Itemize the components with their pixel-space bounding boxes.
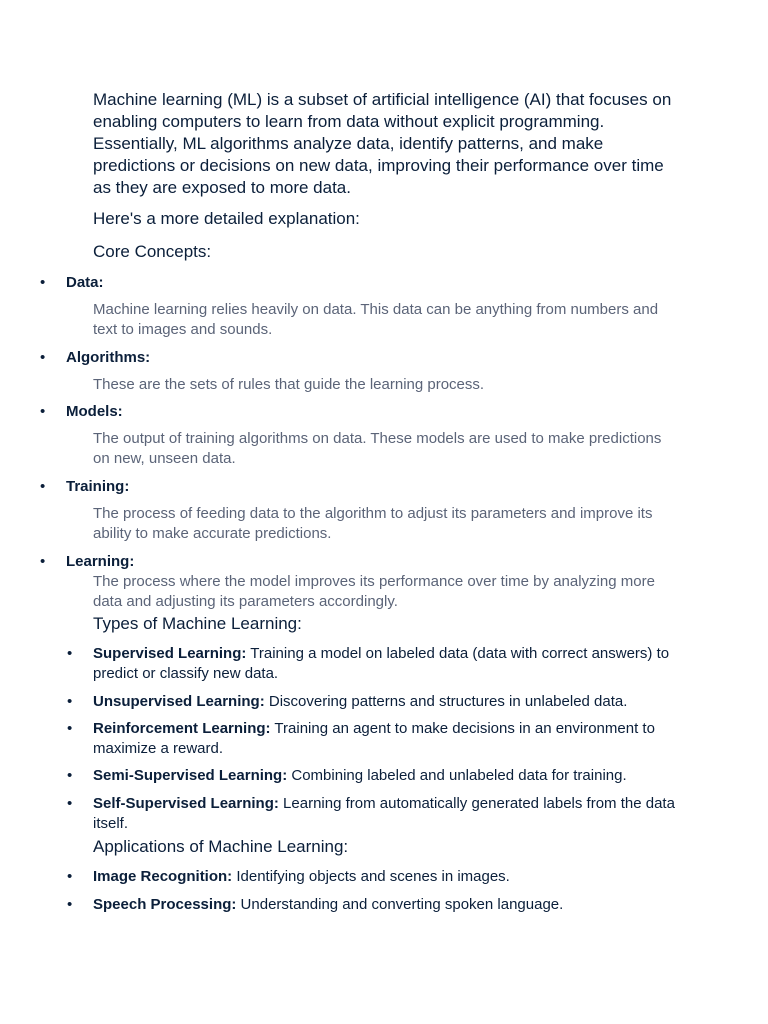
bullet-icon: • [67,693,73,710]
core-concept-term: Models: [66,403,123,420]
core-concepts-heading: Core Concepts: [93,242,212,261]
core-concept-description: The output of training algorithms on data. These models are used to make predictions on new, unseen data. [93,430,662,467]
application-term: Speech Processing: [93,896,237,913]
ml-type-text: Training an agent to make decisions in an environment to maximize a reward. [93,720,655,757]
bullet-icon: • [40,553,46,570]
ml-type-item [67,692,687,712]
bullet-icon: • [67,767,73,784]
ml-type-item [67,644,687,684]
ml-type-item [67,766,687,786]
ml-type-text: Training a model on labeled data (data with correct answers) to predict or classify new data. [93,645,670,682]
application-item [67,895,687,915]
explanation-heading: Here's a more detailed explanation: [93,209,360,228]
application-text: Identifying objects and scenes in images. [232,868,510,885]
bullet-icon: • [67,868,73,885]
bullet-icon: • [40,478,46,495]
core-concept-description: The process of feeding data to the algorithm to adjust its parameters and improve its ability to make accurate predictions. [93,505,653,542]
applications-heading: Applications of Machine Learning: [93,837,349,856]
bullet-icon: • [67,645,73,662]
bullet-icon: • [40,349,46,366]
core-concept-term: Learning: [66,553,135,570]
core-concept-term: Training: [66,478,130,495]
types-heading: Types of Machine Learning: [93,614,302,633]
ml-type-term: Self-Supervised Learning: [93,795,279,812]
ml-type-term: Reinforcement Learning: [93,720,271,737]
bullet-icon: • [67,795,73,812]
ml-type-text: Combining labeled and unlabeled data for training. [287,767,627,784]
core-concept-term: Algorithms: [66,349,151,366]
application-item [67,867,687,887]
ml-type-term: Semi-Supervised Learning: [93,767,288,784]
application-term: Image Recognition: [93,868,233,885]
bullet-icon: • [40,403,46,420]
ml-type-term: Supervised Learning: [93,645,247,662]
core-concept-description: The process where the model improves its performance over time by analyzing more data and adjusting its parameters accordingly. [93,573,655,610]
ml-type-text: Learning from automatically generated labels from the data itself. [93,795,675,832]
bullet-icon: • [67,720,73,737]
ml-type-text: Discovering patterns and structures in unlabeled data. [264,693,628,710]
bullet-icon: • [67,896,73,913]
ml-type-item [67,719,687,759]
ml-type-term: Unsupervised Learning: [93,693,265,710]
core-concept-description: These are the sets of rules that guide the learning process. [93,376,485,393]
ml-type-item [67,794,687,834]
core-concept-term: Data: [66,274,104,291]
intro-paragraph: Machine learning (ML) is a subset of artificial intelligence (AI) that focuses on enabling computers to learn from data without explicit programming. Essentially, ML algorithms analyze data, identify patterns, and make predictions or decisions on new data, improving their performance over time as they are exposed to more data. [93,90,672,197]
bullet-icon: • [40,274,46,291]
core-concept-description: Machine learning relies heavily on data. This data can be anything from numbers and text to images and sounds. [93,301,659,338]
application-text: Understanding and converting spoken language. [236,896,564,913]
